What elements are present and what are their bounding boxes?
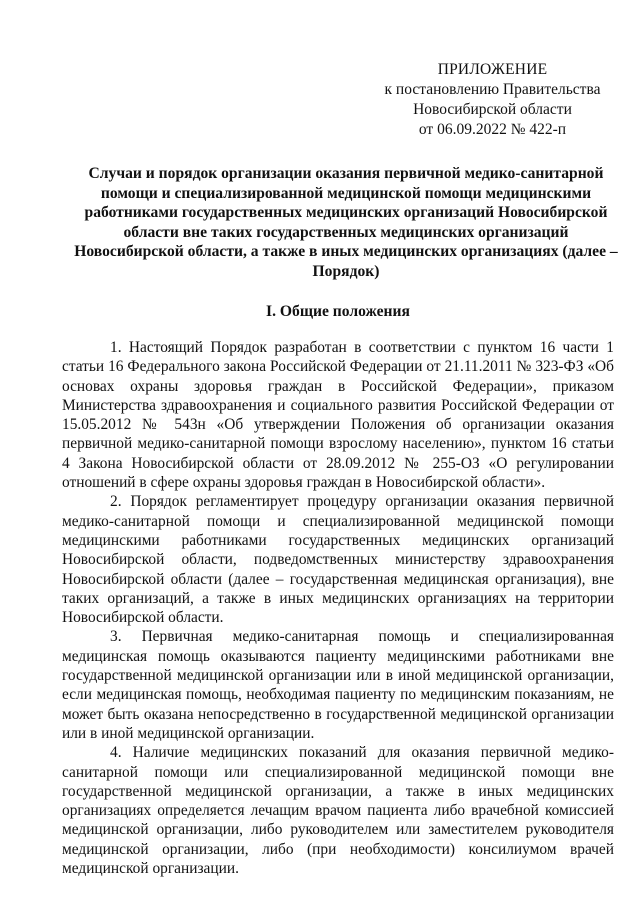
section-body [62, 338, 614, 878]
appendix-title: ПРИЛОЖЕНИЕ [437, 61, 548, 78]
appendix-block [370, 60, 615, 140]
document-title: Случаи и порядок организации оказания первичной медико-санитарной помощи и специализированной медицинской помощи медицинскими работниками государственных медицинских организаций Новосибирской области вне таких государственных медицинских организаций Новосибирской области, а также в иных медицинских организациях (далее – Порядок) [74, 165, 618, 280]
appendix-line-2: Новосибирской области [413, 101, 572, 118]
paragraph-1: 1. Настоящий Порядок разработан в соответствии с пунктом 16 части 1 статьи 16 Федерального закона Российской Федерации от 21.11.2011 № 323-ФЗ «Об основах охраны здоровья граждан в Российской Федерации», приказом Министерства здравоохранения и социального развития Российской Федерации от 15.05.2012 № 543н «Об утверждении Положения об организации оказания первичной медико-санитарной помощи взрослому населению», пунктом 16 статьи 4 Закона Новосибирской области от 28.09.2012 № 255-ОЗ «О регулировании отношений в сфере охраны здоровья граждан в Новосибирской области». [62, 339, 614, 492]
paragraph-2: 2. Порядок регламентирует процедуру организации оказания первичной медико-санитарной помощи и специализированной медицинской помощи медицинскими работниками государственных медицинских организаций Новосибирской области, подведомственных министерству здравоохранения Новосибирской области (далее – государственная медицинская организация), вне таких организаций, а также в иных медицинских организациях на территории Новосибирской области. [62, 493, 614, 627]
section-heading: I. Общие положения [266, 303, 410, 320]
appendix-line-3: от 06.09.2022 № 422-п [418, 121, 567, 138]
appendix-line-1: к постановлению Правительства [384, 81, 601, 98]
paragraph-3: 3. Первичная медико-санитарная помощь и специализированная медицинская помощь оказываются пациенту медицинскими работниками вне государственной медицинской организации или в иной медицинской организации, если медицинская помощь, необходимая пациенту по медицинским показаниям, не может быть оказана непосредственно в государственной медицинской организации или в иной медицинской организации. [62, 628, 614, 742]
paragraph-4: 4. Наличие медицинских показаний для оказания первичной медико-санитарной помощи или специализированной медицинской помощи вне государственной медицинской организации, а также в иных медицинских организациях определяется лечащим врачом пациента либо врачебной комиссией медицинской организации, либо руководителем или заместителем руководителя медицинской организации, либо (при необходимости) консилиумом врачей медицинской организации. [62, 744, 614, 878]
